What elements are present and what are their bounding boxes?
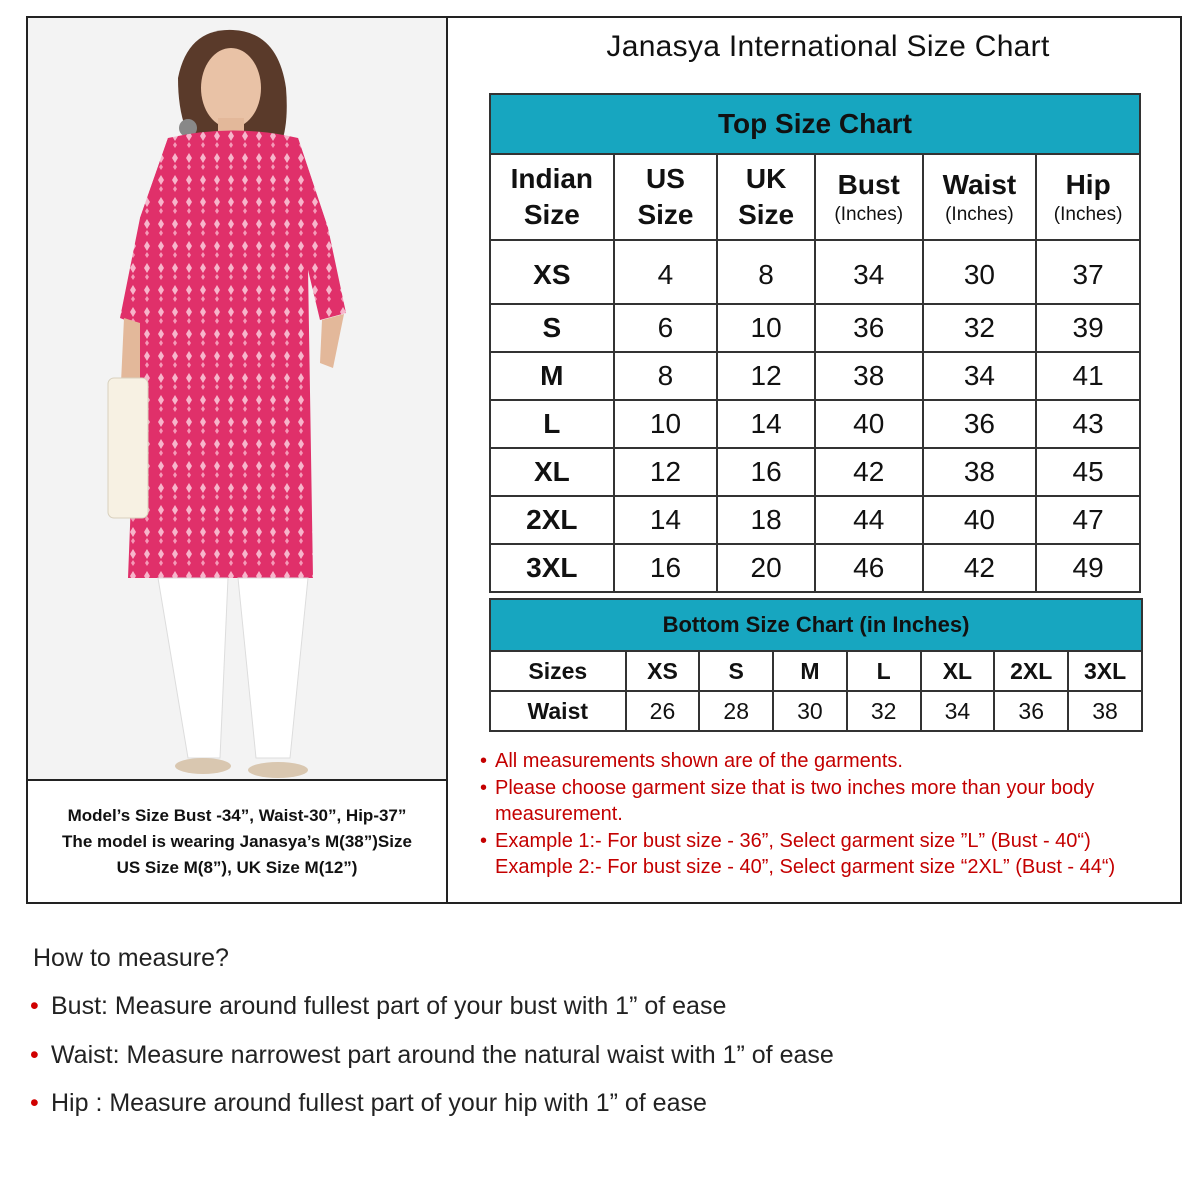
- cell: 32: [847, 691, 921, 731]
- cell: XL: [490, 448, 614, 496]
- cell: 16: [717, 448, 815, 496]
- model-illustration: [28, 18, 446, 779]
- cell: XS: [626, 651, 700, 691]
- cell: 49: [1036, 544, 1140, 592]
- table-row: [490, 352, 1140, 400]
- cell: 36: [815, 304, 923, 352]
- header-indian-size: Indian Size: [490, 154, 614, 240]
- cell: 43: [1036, 400, 1140, 448]
- cell: 34: [923, 352, 1037, 400]
- model-photo: [28, 18, 446, 779]
- cell: 14: [614, 496, 718, 544]
- bottom-size-table: [489, 598, 1143, 732]
- cell: 4: [614, 240, 718, 304]
- cell: 10: [614, 400, 718, 448]
- cell: 38: [923, 448, 1037, 496]
- table-row: [490, 496, 1140, 544]
- header-bust: Bust (Inches): [815, 154, 923, 240]
- page-title: Janasya International Size Chart: [606, 30, 1050, 63]
- list-item: • Waist: Measure narrowest part around the natural waist with 1” of ease: [30, 1040, 834, 1069]
- table-row: [490, 448, 1140, 496]
- note-item: • Please choose garment size that is two inches more than your body measurement.: [480, 776, 1095, 825]
- cell: 45: [1036, 448, 1140, 496]
- row-label-waist: Waist: [490, 691, 626, 731]
- cell: 10: [717, 304, 815, 352]
- cell: 2XL: [490, 496, 614, 544]
- cell: 12: [614, 448, 718, 496]
- table-row: [490, 544, 1140, 592]
- cell: 36: [923, 400, 1037, 448]
- table-row: [490, 651, 1142, 691]
- bullet-icon: •: [480, 776, 488, 799]
- cell: S: [699, 651, 773, 691]
- cell: 28: [699, 691, 773, 731]
- cell: 12: [717, 352, 815, 400]
- note-item: Example 2:- For bust size - 40”, Select garment size “2XL” (Bust - 44“): [495, 856, 1116, 878]
- cell: 32: [923, 304, 1037, 352]
- bullet-icon: •: [30, 992, 39, 1020]
- model-caption-line1: Model’s Size Bust -34”, Waist-30”, Hip-37”: [67, 805, 407, 825]
- bullet-icon: •: [30, 1089, 39, 1117]
- row-label-sizes: Sizes: [490, 651, 626, 691]
- cell: 8: [717, 240, 815, 304]
- cell: 6: [614, 304, 718, 352]
- cell: M: [490, 352, 614, 400]
- model-caption-line3: US Size M(8”), UK Size M(12”): [116, 857, 358, 877]
- header-waist: Waist (Inches): [923, 154, 1037, 240]
- how-to-measure-list: [30, 992, 834, 1138]
- header-hip: Hip (Inches): [1036, 154, 1140, 240]
- cell: 47: [1036, 496, 1140, 544]
- cell: 34: [921, 691, 995, 731]
- header-us-size: US Size: [614, 154, 718, 240]
- measurement-notes: [480, 748, 1180, 881]
- cell: 41: [1036, 352, 1140, 400]
- cell: 38: [1068, 691, 1142, 731]
- cell: M: [773, 651, 847, 691]
- cell: 3XL: [1068, 651, 1142, 691]
- table-row: [490, 240, 1140, 304]
- cell: 18: [717, 496, 815, 544]
- top-header-row: [490, 154, 1140, 240]
- list-item: • Bust: Measure around fullest part of your bust with 1” of ease: [30, 992, 727, 1020]
- bottom-chart-title: Bottom Size Chart (in Inches): [490, 599, 1142, 651]
- cell: 44: [815, 496, 923, 544]
- cell: 38: [815, 352, 923, 400]
- table-row: [490, 691, 1142, 731]
- cell: L: [490, 400, 614, 448]
- top-chart-title: Top Size Chart: [490, 94, 1140, 154]
- top-size-table: [489, 93, 1141, 593]
- cell: 39: [1036, 304, 1140, 352]
- cell: S: [490, 304, 614, 352]
- cell: 40: [815, 400, 923, 448]
- cell: 40: [923, 496, 1037, 544]
- cell: 8: [614, 352, 718, 400]
- cell: XL: [921, 651, 995, 691]
- bullet-icon: •: [480, 750, 488, 772]
- cell: 2XL: [994, 651, 1068, 691]
- cell: 34: [815, 240, 923, 304]
- bullet-icon: •: [480, 829, 488, 852]
- header-uk-size: UK Size: [717, 154, 815, 240]
- panel-divider: [446, 16, 448, 904]
- table-row: [490, 400, 1140, 448]
- cell: 3XL: [490, 544, 614, 592]
- list-item: • Hip : Measure around fullest part of your hip with 1” of ease: [30, 1089, 707, 1117]
- cell: 14: [717, 400, 815, 448]
- bullet-icon: •: [30, 1040, 39, 1069]
- cell: 30: [923, 240, 1037, 304]
- cell: 42: [815, 448, 923, 496]
- table-row: [490, 304, 1140, 352]
- cell: 36: [994, 691, 1068, 731]
- cell: 30: [773, 691, 847, 731]
- cell: 42: [923, 544, 1037, 592]
- cell: L: [847, 651, 921, 691]
- note-item: • All measurements shown are of the garments.: [480, 748, 1180, 775]
- cell: 20: [717, 544, 815, 592]
- model-caption-line2: The model is wearing Janasya’s M(38”)Size: [62, 831, 412, 851]
- cell: 37: [1036, 240, 1140, 304]
- cell: XS: [490, 240, 614, 304]
- cell: 46: [815, 544, 923, 592]
- cell: 26: [626, 691, 700, 731]
- cell: 16: [614, 544, 718, 592]
- model-caption: [28, 781, 446, 902]
- how-to-measure-heading: How to measure?: [33, 944, 229, 972]
- note-item: • Example 1:- For bust size - 36”, Select garment size ”L” (Bust - 40“): [480, 828, 1180, 855]
